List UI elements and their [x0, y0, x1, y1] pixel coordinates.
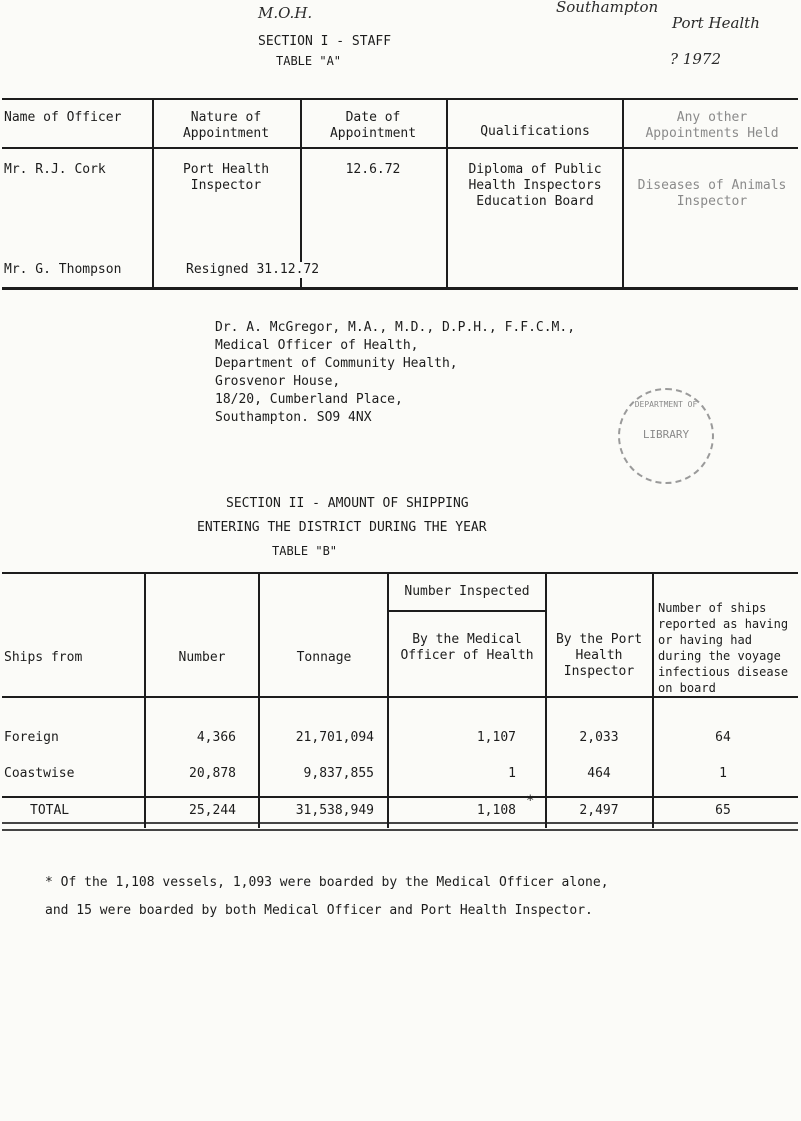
officer-cork-date: 12.6.72: [345, 162, 401, 177]
handwritten-year-note: ? 1972: [670, 50, 721, 68]
header-qualifications: Qualifications: [480, 124, 590, 139]
total-label: TOTAL: [30, 803, 70, 818]
row-foreign-infectious: 64: [715, 730, 731, 745]
handwritten-southampton-note: Southampton: [556, 0, 659, 16]
address-line: Medical Officer of Health,: [215, 338, 419, 353]
address-line: Dr. A. McGregor, M.A., M.D., D.P.H., F.F.C.M.,: [215, 320, 576, 335]
header-number-inspected: Number Inspected: [404, 584, 530, 599]
address-line: Southampton. SO9 4NX: [215, 410, 372, 425]
total-number: 25,244: [189, 803, 236, 818]
header-infectious-disease: Number of ships reported as having or having had during the voyage infectious disease on board: [658, 601, 789, 695]
header-other-appointments: Any other Appointments Held: [645, 110, 779, 141]
row-foreign-tonnage: 21,701,094: [295, 730, 374, 745]
officer-thompson-resigned: Resigned 31.12.72: [186, 262, 323, 278]
section1-title: SECTION I - STAFF: [258, 34, 392, 49]
row-coastwise-from: Coastwise: [4, 766, 75, 781]
address-line: Department of Community Health,: [215, 356, 458, 371]
stamp-text: LIBRARY: [642, 428, 690, 441]
library-stamp: [618, 388, 714, 484]
header-ships-from: Ships from: [4, 650, 83, 665]
officer-cork-other: Diseases of Animals Inspector: [637, 178, 787, 209]
header-nature-of-appointment: Nature of Appointment: [182, 110, 270, 141]
total-infectious: 65: [715, 803, 731, 818]
section2-title: SECTION II - AMOUNT OF SHIPPING: [226, 496, 469, 511]
row-coastwise-by-mo: 1: [508, 766, 516, 781]
address-line: Grosvenor House,: [215, 374, 341, 389]
header-tonnage: Tonnage: [296, 650, 352, 665]
section2-subtitle: ENTERING THE DISTRICT DURING THE YEAR: [197, 520, 487, 535]
header-by-medical-officer: By the Medical Officer of Health: [400, 632, 534, 663]
officer-cork-qualifications: Diploma of Public Health Inspectors Education Board: [468, 162, 602, 209]
row-foreign-by-phi: 2,033: [579, 730, 619, 745]
total-by-phi: 2,497: [579, 803, 619, 818]
officer-cork-nature: Port Health Inspector: [182, 162, 270, 193]
total-by-mo: 1,108: [476, 803, 516, 818]
row-foreign-from: Foreign: [4, 730, 59, 745]
footnote-line: and 15 were boarded by both Medical Officer and Port Health Inspector.: [45, 903, 593, 918]
total-tonnage: 31,538,949: [295, 803, 374, 818]
handwritten-port-health-note: Port Health: [672, 14, 760, 32]
row-coastwise-number: 20,878: [189, 766, 236, 781]
handwritten-moh-note: M.O.H.: [258, 4, 313, 22]
officer-thompson-name: Mr. G. Thompson: [4, 262, 122, 277]
header-name-of-officer: Name of Officer: [4, 110, 122, 125]
row-foreign-by-mo: 1,107: [476, 730, 516, 745]
row-coastwise-by-phi: 464: [587, 766, 611, 781]
row-coastwise-infectious: 1: [719, 766, 727, 781]
section1-table-label: TABLE "A": [276, 54, 342, 68]
row-foreign-number: 4,366: [196, 730, 236, 745]
footnote-line: * Of the 1,108 vessels, 1,093 were boarded by the Medical Officer alone,: [45, 875, 609, 890]
row-coastwise-tonnage: 9,837,855: [303, 766, 374, 781]
address-line: 18/20, Cumberland Place,: [215, 392, 403, 407]
stamp-arc-text: DEPARTMENT OF: [634, 400, 698, 409]
officer-cork-name: Mr. R.J. Cork: [4, 162, 106, 177]
header-by-port-health-inspector: By the Port Health Inspector: [555, 632, 643, 679]
header-date-of-appointment: Date of Appointment: [329, 110, 417, 141]
header-number: Number: [178, 650, 226, 665]
total-footnote-mark: *: [526, 793, 535, 809]
section2-table-label: TABLE "B": [272, 544, 338, 558]
